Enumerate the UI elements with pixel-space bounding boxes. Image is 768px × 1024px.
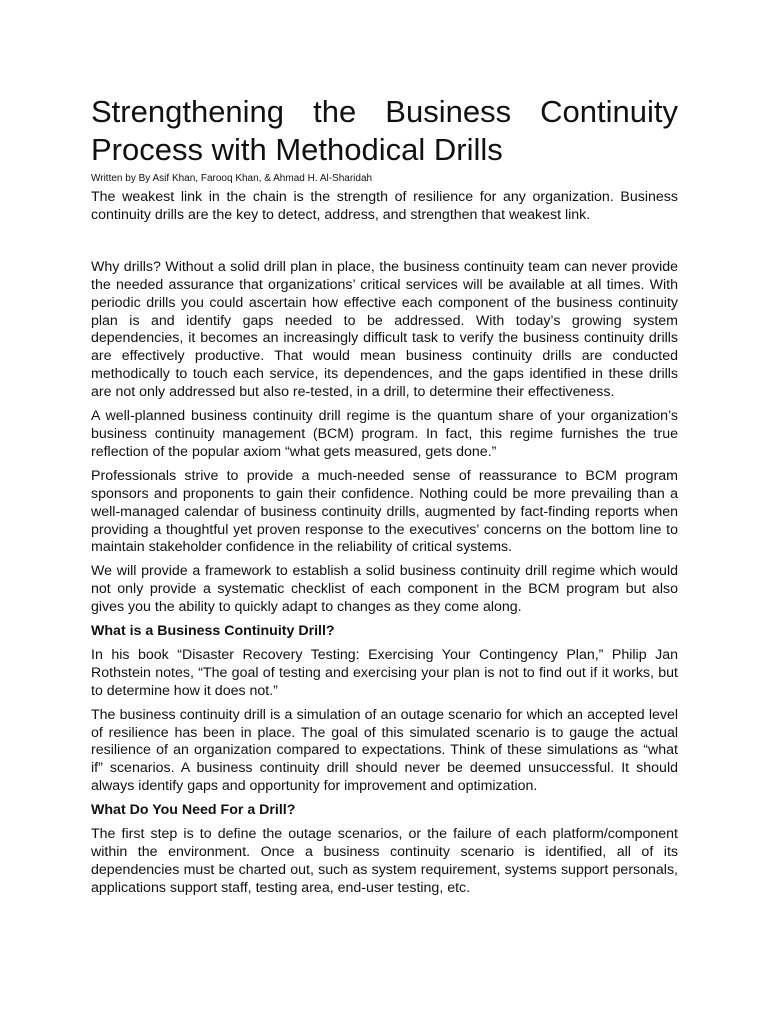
paragraph-framework: We will provide a framework to establish a solid business continuity drill regime which would not only provide a systematic checklist of each component in the BCM program but also gives you the ability to quickly adapt to changes as they come along.: [91, 563, 678, 616]
paragraph-first-step: The first step is to define the outage scenarios, or the failure of each platform/component within the environment. Once a business continuity scenario is identified, all of its dependencies must be charted out, such as system requirement, systems support personals, applications support staff, testing area, end-user testing, etc.: [91, 826, 678, 896]
paragraph-drill-simulation: The business continuity drill is a simulation of an outage scenario for which an accepted level of resilience has been in place. The goal of this simulated scenario is to gauge the actual resilience of an organization compared to expectations. Think of these simulations as “what if” scenarios. A business continuity drill should never be deemed unsuccessful. It should always identify gaps and opportunity for improvement and optimization.: [91, 706, 678, 795]
section-heading-what-you-need: What Do You Need For a Drill?: [91, 802, 296, 819]
paragraph-rothstein-quote: In his book “Disaster Recovery Testing: Exercising Your Contingency Plan,” Philip Jan Rothstein notes, “The goal of testing and exercising your plan is not to find out if it works, but to determine how it does not.”: [91, 646, 678, 699]
paragraph-drill-regime: A well-planned business continuity drill regime is the quantum share of your organization’s business continuity management (BCM) program. In fact, this regime furnishes the true reflection of the popular axiom “what gets measured, gets done.”: [91, 408, 678, 460]
paragraph-professionals: Professionals strive to provide a much-needed sense of reassurance to BCM program sponsors and proponents to gain their confidence. Nothing could be more prevailing than a well-managed calendar of business continuity drills, augmented by fact-finding reports when providing a thoughtful yet proven response to the executives’ concerns on the bottom line to maintain stakeholder confidence in the reliability of critical systems.: [91, 467, 678, 556]
section-heading-what-is-drill: What is a Business Continuity Drill?: [91, 623, 335, 640]
article-lead: The weakest link in the chain is the strength of resilience for any organization. Business continuity drills are the key to detect, address, and strengthen that weakest link.: [91, 189, 678, 223]
article-byline: Written by By Asif Khan, Farooq Khan, & Ahmad H. Al-Sharidah: [91, 173, 373, 184]
document-page: [91, 93, 678, 904]
article-title: Strengthening the Business Continuity Process with Methodical Drills: [91, 94, 678, 167]
paragraph-why-drills: Why drills? Without a solid drill plan in place, the business continuity team can never provide the needed assurance that organizations’ critical services will be available at all times. With periodic drills you could ascertain how effective each component of the business continuity plan is and identify gaps needed to be addressed. With today’s growing system dependencies, it becomes an increasingly difficult task to verify the business continuity drills are effectively productive. That would mean business continuity drills are conducted methodically to touch each service, its dependences, and the gaps identified in these drills are not only addressed but also re-tested, in a drill, to determine their effectiveness.: [91, 258, 678, 401]
